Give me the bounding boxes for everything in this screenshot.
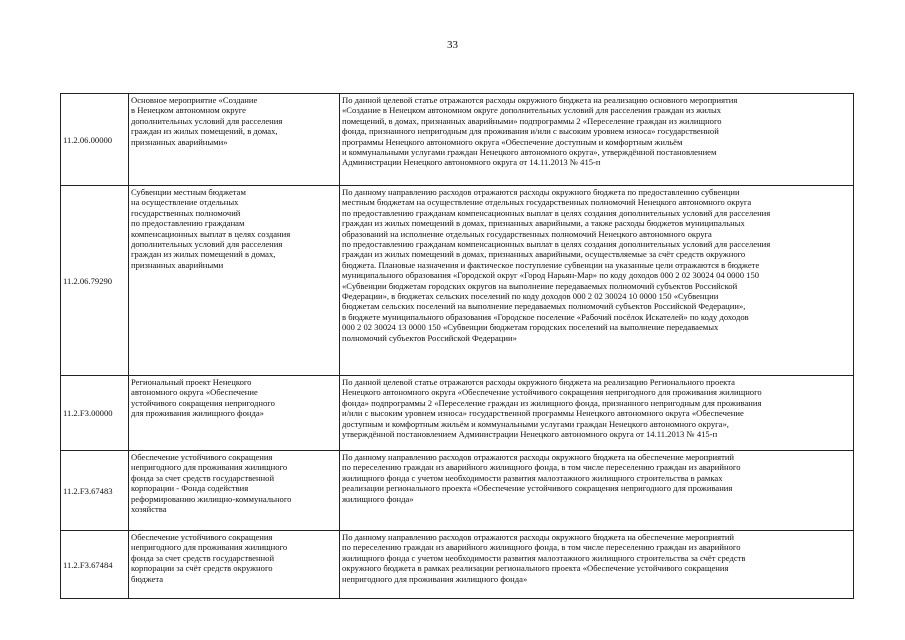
target-article-code: 11.2.06.79290 bbox=[61, 186, 129, 376]
target-article-code: 11.2.06.00000 bbox=[61, 94, 129, 186]
target-article-description: По данному направлению расходов отражаются расходы окружного бюджета на обеспечение мероприятий по переселению граждан из аварийного жилищного фонда, в том числе переселению граждан из аварийного жилищного фонда с учетом необходимости развития малоэтажного жилищного строительства в рамках реализации регионального проекта «Обеспечение устойчивого сокращения непригодного для проживания жилищного фонда» bbox=[340, 451, 854, 531]
target-article-code: 11.2.F3.67484 bbox=[61, 531, 129, 599]
target-article-name: Основное мероприятие «Создание в Ненецком автономном округе дополнительных условий для расселения граждан из жилых помещений, в домах, признанных аварийными» bbox=[129, 94, 340, 186]
target-article-code: 11.2.F3.67483 bbox=[61, 451, 129, 531]
target-article-description: По данному направлению расходов отражаются расходы окружного бюджета на обеспечение мероприятий по переселению граждан из аварийного жилищного фонда, в том числе переселению граждан из аварийного жилищного фонда с учетом необходимости развития малоэтажного жилищного строительства за счёт средств окружного бюджета в рамках реализации регионального проекта «Обеспечение устойчивого сокращения непригодного для проживания жилищного фонда» bbox=[340, 531, 854, 599]
budget-classification-table bbox=[60, 93, 854, 599]
target-article-code: 11.2.F3.00000 bbox=[61, 376, 129, 451]
table-row bbox=[61, 531, 854, 599]
target-article-name: Обеспечение устойчивого сокращения непригодного для проживания жилищного фонда за счет средств государственной корпорации - Фонда содействия реформированию жилищно-коммунального хозяйства bbox=[129, 451, 340, 531]
table-row bbox=[61, 94, 854, 186]
target-article-name: Обеспечение устойчивого сокращения непригодного для проживания жилищного фонда за счет средств государственной корпорации за счёт средств окружного бюджета bbox=[129, 531, 340, 599]
target-article-name: Субвенции местным бюджетам на осуществление отдельных государственных полномочий по предоставлению гражданам компенсационных выплат в целях создания дополнительных условий для расселения граждан из жилых помещений в домах, признанных аварийными bbox=[129, 186, 340, 376]
table-row bbox=[61, 376, 854, 451]
target-article-name: Региональный проект Ненецкого автономного округа «Обеспечение устойчивого сокращения непригодного для проживания жилищного фонда» bbox=[129, 376, 340, 451]
table-row bbox=[61, 186, 854, 376]
target-article-description: По данной целевой статье отражаются расходы окружного бюджета на реализацию основного мероприятия «Создание в Ненецком автономном округе дополнительных условий для расселения граждан из жилых помещений, в домах, признанных аварийными» подпрограммы 2 «Переселение граждан из жилищного фонда, признанного непригодным для проживания и/или с высоким уровнем износа» государственной программы Ненецкого автономного округа «Обеспечение доступным и комфортным жильём и коммунальными услугами граждан Ненецкого автономного округа», утверждённой постановлением Администрации Ненецкого автономного округа от 14.11.2013 № 415-п bbox=[340, 94, 854, 186]
page-number: 33 bbox=[447, 39, 458, 51]
target-article-description: По данной целевой статье отражаются расходы окружного бюджета на реализацию Регионального проекта Ненецкого автономного округа «Обеспечение устойчивого сокращения непригодного для проживания жилищного фонда» подпрограммы 2 «Переселение граждан из жилищного фонда, признанного непригодным для проживания и/или с высоким уровнем износа» государственной программы Ненецкого автономного округа «Обеспечение доступным и комфортным жильём и коммунальными услугами граждан Ненецкого автономного округа», утверждённой постановлением Администрации Ненецкого автономного округа от 14.11.2013 № 415-п bbox=[340, 376, 854, 451]
target-article-description: По данному направлению расходов отражаются расходы окружного бюджета по предоставлению субвенции местным бюджетам на осуществление отдельных государственных полномочий Ненецкого автономного округа по предоставлению гражданам компенсационных выплат в целях создания дополнительных условий для расселения граждан из жилых помещений в домах, признанных аварийными, а также расходы бюджетов муниципальных образований на исполнение отдельных государственных полномочий Ненецкого автономного округа по предоставлению гражданам компенсационных выплат в целях создания дополнительных условий для расселения граждан из жилых помещений в домах, признанных аварийными, осуществляемые за счёт средств окружного бюджета. Плановые назначения и фактическое поступление субвенции на указанные цели отражаются в бюджете муниципального образования «Городской округ «Город Нарьян-Мар» по коду доходов 000 2 02 30024 04 0000 150 «Субвенции бюджетам городских округов на выполнение передаваемых полномочий субъектов Российской Федерации», в бюджетах сельских поселений по коду доходов 000 2 02 30024 10 0000 150 «Субвенции бюджетам сельских поселений на выполнение передаваемых полномочий субъектов Российской Федерации», в бюджете муниципального образования «Городское поселение «Рабочий посёлок Искателей» по коду доходов 000 2 02 30024 13 0000 150 «Субвенции бюджетам городских поселений на выполнение передаваемых полномочий субъектов Российской Федерации» bbox=[340, 186, 854, 376]
table-row bbox=[61, 451, 854, 531]
